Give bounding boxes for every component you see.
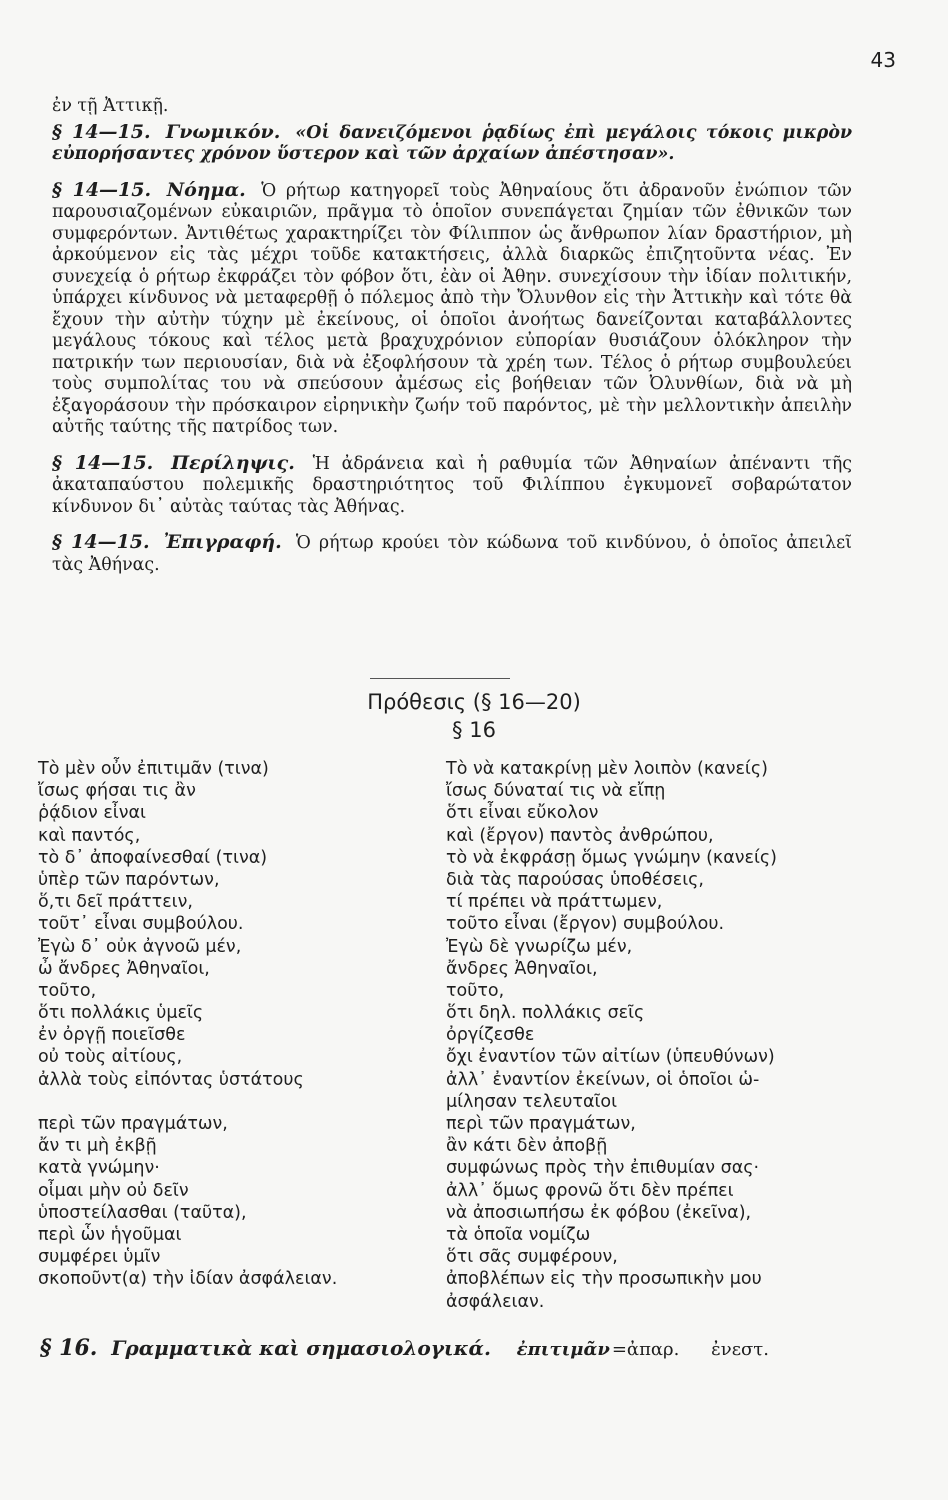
- translation-column: [446, 758, 886, 1313]
- translation-line: Ἐγὼ δὲ γνωρίζω μέν,: [446, 936, 633, 957]
- greek-line: ἀλλὰ τοὺς εἰπόντας ὑστάτους: [38, 1069, 304, 1090]
- paragraph-text: Ὁ ρήτωρ κατηγορεῖ τοὺς Ἀθηναίους ὅτι ἀδρανοῦν ἐνώπιον τῶν παρουσιαζομένων εὐκαιριῶν, πρᾶγμα τὸ ὁποῖον συνεπάγεται ζημίαν τῶν ἐθνικῶν των συμφερόντων. Ἀντιθέτως χαρακτηρίζει τὸν Φίλιππον ὡς ἄνθρωπον λίαν δραστήριον, μὴ ἀρκούμενον εἰς τὰς μέχρι τοῦδε κατακτήσεις, ἀλλὰ διαρκῶς ἐπιζητοῦντα νέας. Ἐν συνεχείᾳ ὁ ρήτωρ ἐκφράζει τὸν φόβον ὅτι, ἐὰν οἱ Ἀθην. συνεχίσουν τὴν ἰδίαν πολιτικήν, ὑπάρχει κίνδυνος νὰ μεταφερθῇ ὁ πόλεμος ἀπὸ τὴν Ὄλυνθον εἰς τὴν Ἀττικὴν καὶ τότε θὰ ἔχουν τὴν αὐτὴν τύχην μὲ ἐκείνους, οἱ ὁποῖοι ἀνοήτως δανείζονται καταβάλλοντες μεγάλους τόκους καὶ τέλος μετὰ βραχυχρόνιον εὐπορίαν θυσιάζουν ὁλόκληρον τὴν πατρικήν των περιουσίαν, διὰ νὰ ἐξοφλήσουν τὰ χρέη των. Τέλος ὁ ρήτωρ συμβουλεύει τοὺς συμπολίτας του νὰ σπεύσουν ἀμέσως εἰς βοήθειαν τῶν Ὀλυνθίων, διὰ νὰ μὴ ἐξαγοράσουν τὴν πρόσκαιρον εἰρηνικὴν ζωήν τοῦ παρόντος, μὲ τὴν μελλοντικὴν ἀπειλὴν αὐτῆς ταύτης τῆς πατρίδος των.: [52, 180, 852, 437]
- section-subheading: § 16: [452, 718, 496, 742]
- greek-line: τοῦτ᾽ εἶναι συμβούλου.: [38, 914, 244, 935]
- greek-line: ῥᾴδιον εἶναι: [38, 803, 146, 824]
- translation-line: τὸ νὰ ἐκφράσῃ ὅμως γνώμην (κανείς): [446, 847, 777, 868]
- translation-line: ὅτι σᾶς συμφέρουν,: [446, 1247, 618, 1268]
- gnomikon-paragraph: [52, 122, 852, 166]
- translation-line: μίλησαν τελευταῖοι: [446, 1091, 618, 1112]
- greek-line: Ἐγὼ δ᾽ οὐκ ἀγνοῶ μέν,: [38, 936, 242, 957]
- translation-line: τοῦτο εἶναι (ἔργον) συμβούλου.: [446, 914, 725, 935]
- section-number: § 16.: [40, 1335, 98, 1361]
- greek-line: [38, 1091, 438, 1113]
- translation-line: τί πρέπει νὰ πράττωμεν,: [446, 892, 663, 913]
- paragraph-label: Γνωμικόν.: [165, 120, 281, 143]
- translation-line: Τὸ νὰ κατακρίνῃ μὲν λοιπὸν (κανείς): [446, 759, 768, 779]
- intro-line: ἐν τῇ Ἀττικῇ.: [52, 96, 169, 116]
- greek-text-column: [38, 758, 438, 1291]
- translation-line: συμφώνως πρὸς τὴν ἐπιθυμίαν σας·: [446, 1158, 760, 1179]
- paragraph-text: Ὁ ρήτωρ κρούει τὸν κώδωνα τοῦ κινδύνου, ὁ ὁποῖος ἀπειλεῖ τὰς Ἀθήνας.: [52, 533, 852, 575]
- noima-paragraph: [52, 180, 852, 439]
- grammar-note-tail: ἐνεστ.: [711, 1339, 769, 1360]
- quote-text: «Οἱ δανειζόμενοι ῥᾳδίως ἐπὶ μεγάλοις τόκοις μικρὸν εὐπορήσαντες χρόνον ὕστερον καὶ τῶν ἀρχαίων ἀπέστησαν».: [52, 122, 853, 164]
- section-number: § 14—15.: [52, 451, 154, 474]
- translation-line: ἀλλ᾽ ἐναντίον ἐκείνων, οἱ ὁποῖοι ὡ-: [446, 1069, 760, 1090]
- paragraph-text: Ἡ ἀδράνεια καὶ ἡ ραθυμία τῶν Ἀθηναίων ἀπέναντι τῆς ἀκαταπαύστου πολεμικῆς δραστηριότητος τοῦ Φιλίππου ἐγκυμονεῖ σοβαρώτατον κίνδυνον δι᾽ αὐτὰς ταύτας τὰς Ἀθήνας.: [52, 453, 853, 517]
- greek-line: οἶμαι μὴν οὐ δεῖν: [38, 1180, 189, 1201]
- translation-line: ἀποβλέπων εἰς τὴν προσωπικὴν μου: [446, 1269, 762, 1290]
- translation-line: ὀργίζεσθε: [446, 1025, 535, 1046]
- greek-line: τοῦτο,: [38, 980, 97, 1001]
- translation-line: τὰ ὁποῖα νομίζω: [446, 1224, 591, 1245]
- greek-line: ἄν τι μὴ ἐκβῇ: [38, 1136, 157, 1157]
- greek-line: τὸ δ᾽ ἀποφαίνεσθαί (τινα): [38, 847, 268, 868]
- epigrafi-paragraph: [52, 532, 852, 576]
- translation-line: ἂν κάτι δὲν ἀποβῇ: [446, 1136, 608, 1157]
- greek-line: κατὰ γνώμην·: [38, 1158, 160, 1179]
- grammar-note: =ἀπαρ.: [611, 1339, 680, 1360]
- greek-line: ὦ ἄνδρες Ἀθηναῖοι,: [38, 958, 210, 979]
- greek-line: Τὸ μὲν οὖν ἐπιτιμᾶν (τινα): [38, 759, 269, 779]
- greek-line: ὑπὲρ τῶν παρόντων,: [38, 869, 220, 890]
- translation-line: τοῦτο,: [446, 980, 505, 1001]
- greek-line: ἐν ὀργῇ ποιεῖσθε: [38, 1025, 186, 1046]
- translation-line: ἴσως δύναταί τις νὰ εἴπῃ: [446, 781, 666, 802]
- translation-line: ἀσφάλειαν.: [446, 1291, 545, 1312]
- greek-line: ὅ,τι δεῖ πράττειν,: [38, 892, 193, 913]
- paragraph-label: Νόημα.: [166, 178, 246, 201]
- perilipsis-paragraph: [52, 453, 852, 519]
- greek-line: σκοποῦντ(α) τὴν ἰδίαν ἀσφάλειαν.: [38, 1269, 338, 1290]
- translation-line: καὶ (ἔργον) παντὸς ἀνθρώπου,: [446, 825, 714, 846]
- section-number: § 14—15.: [52, 178, 152, 201]
- greek-line: ἴσως φήσαι τις ἂν: [38, 781, 196, 802]
- greek-line: καὶ παντός,: [38, 825, 141, 846]
- translation-line: ἄνδρες Ἀθηναῖοι,: [446, 958, 598, 979]
- section-divider: [370, 678, 510, 679]
- translation-line: νὰ ἀποσιωπήσω ἐκ φόβου (ἐκεῖνα),: [446, 1202, 752, 1223]
- greek-line: ὅτι πολλάκις ὑμεῖς: [38, 1003, 204, 1024]
- greek-line: ὑποστείλασθαι (ταῦτα),: [38, 1202, 247, 1223]
- paragraph-label: Ἐπιγραφή.: [163, 531, 282, 553]
- grammar-title: Γραμματικὰ καὶ σημασιολογικά.: [111, 1336, 491, 1360]
- grammar-heading: [40, 1335, 870, 1361]
- translation-line: ὅτι εἶναι εὔκολον: [446, 803, 599, 824]
- section-number: § 14—15.: [52, 531, 150, 553]
- translation-line: ἀλλ᾽ ὅμως φρονῶ ὅτι δὲν πρέπει: [446, 1180, 734, 1201]
- section-heading: Πρόθεσις (§ 16—20): [367, 690, 581, 714]
- paragraph-label: Περίληψις.: [171, 451, 295, 474]
- section-number: § 14—15.: [52, 120, 151, 143]
- translation-line: διὰ τὰς παρούσας ὑποθέσεις,: [446, 869, 704, 890]
- translation-line: ὅτι δηλ. πολλάκις σεῖς: [446, 1003, 645, 1024]
- commentary: [52, 96, 852, 590]
- page-number: 43: [870, 48, 896, 72]
- greek-line: οὐ τοὺς αἰτίους,: [38, 1047, 183, 1068]
- greek-line: περὶ ὧν ἡγοῦμαι: [38, 1224, 182, 1245]
- greek-line: περὶ τῶν πραγμάτων,: [38, 1114, 228, 1134]
- translation-line: ὄχι ἐναντίον τῶν αἰτίων (ὑπευθύνων): [446, 1047, 775, 1068]
- greek-line: συμφέρει ὑμῖν: [38, 1247, 161, 1268]
- translation-line: περὶ τῶν πραγμάτων,: [446, 1114, 636, 1134]
- headword: ἐπιτιμᾶν: [516, 1339, 610, 1360]
